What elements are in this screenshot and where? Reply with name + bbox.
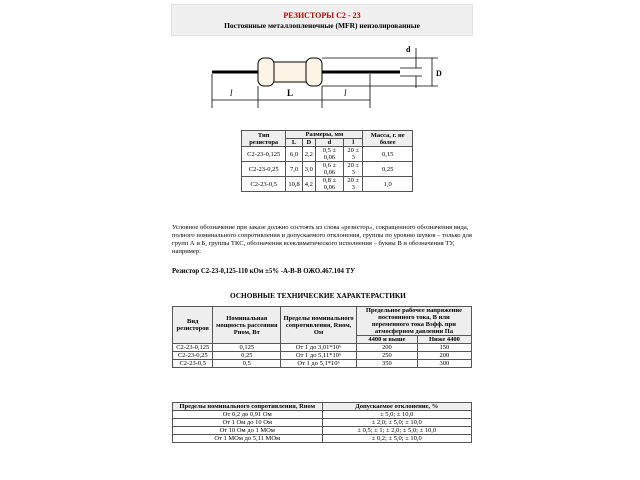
table-row: От 1 Ом до 10 Ом ± 2,0; ± 5,0; ± 10,0 xyxy=(173,419,472,427)
label-l-right: l xyxy=(344,88,347,98)
label-l-left: l xyxy=(230,88,233,98)
table-row: От 0,2 до 0,91 Ом ± 5,0; ± 10,0 xyxy=(173,411,472,419)
specs-table xyxy=(172,306,472,368)
order-description: Условное обозначение при заказе должно состоять из слова «резистор», сокращенного обозначения вида, полного номинального сопротивления и допускаемого отклонения, группы по уровню шумов – только для групп А и Б, группы ТКС, обозначения всеклиматического исполнения – буквы В и обозначения ТУ, например: xyxy=(172,224,472,255)
resistor-diagram xyxy=(200,38,450,116)
table-row: От 10 Ом до 1 МОм ± 0,5; ± 1; ± 2,0; ± 5,0; ± 10,0 xyxy=(173,427,472,435)
specs-title: ОСНОВНЫЕ ТЕХНИЧЕСКИЕ ХАРАКТЕРАСТИКИ xyxy=(230,291,406,300)
table-row: С2-23-0,125 6,0 2,2 0,5 ± 0,06 20 ± 3 0,15 xyxy=(242,147,413,162)
th-kind: Вид резисторов xyxy=(173,307,213,344)
th-power: Номинальная мощность рассеяния Pном, Вт xyxy=(213,307,281,344)
right-cap xyxy=(306,58,322,86)
th-v-low: Ниже 4400 xyxy=(417,336,471,344)
table-row: С2-23-0,5 0,5 От 1 до 5,1*10⁶ 350 300 xyxy=(173,360,472,368)
dimensions-table xyxy=(241,130,413,192)
tolerance-table xyxy=(172,402,472,443)
label-d: d xyxy=(406,45,411,54)
table-row: С2-23-0,125 0,125 От 1 до 3,01*10⁶ 200 150 xyxy=(173,344,472,352)
th-v-high: 4400 и выше xyxy=(356,336,417,344)
th-range: Пределы номинального сопротивления, Rном, Ом xyxy=(281,307,357,344)
page-title: РЕЗИСТОРЫ С2 - 23 xyxy=(283,11,361,20)
th-type: Тип резистора xyxy=(242,131,286,147)
table-row: С2-23-0,5 10,8 4,2 0,8 ± 0,06 20 ± 3 1,0 xyxy=(242,177,413,192)
th-d: d xyxy=(315,139,343,147)
label-D: D xyxy=(436,69,442,78)
table-row: С2-23-0,25 0,25 От 1 до 5,11*10⁶ 250 200 xyxy=(173,352,472,360)
th-sizes: Размеры, мм xyxy=(286,131,363,139)
page-subtitle: Постоянные металлопленочные (MFR) неизолированные xyxy=(224,21,420,30)
th-L: L xyxy=(286,139,302,147)
th-mass: Масса, г. не более xyxy=(363,131,413,147)
th-tolerance: Допускаемое отклонение, % xyxy=(322,403,472,411)
th-l: l xyxy=(344,139,363,147)
label-L: L xyxy=(287,88,294,98)
table-row: От 1 МОм до 5,11 МОм ± 0,2; ± 5,0; ± 10,0 xyxy=(173,435,472,443)
th-D: D xyxy=(302,139,315,147)
order-example: Резистор С2-23-0,125-110 кОм ±5% -А-В-В ОЖО.467.104 ТУ xyxy=(172,268,356,275)
page-header xyxy=(171,4,473,36)
resistor-body xyxy=(272,62,308,82)
left-cap xyxy=(258,58,274,86)
th-tol-range: Пределы номинального сопротивления, Rном xyxy=(173,403,323,411)
th-voltage: Предельное рабочее напряжение постоянного тока, В или переменного тока Вэфф. при атмосферном давлении Па xyxy=(356,307,471,336)
table-row: С2-23-0,25 7,0 3,0 0,6 ± 0,06 20 ± 3 0,25 xyxy=(242,162,413,177)
